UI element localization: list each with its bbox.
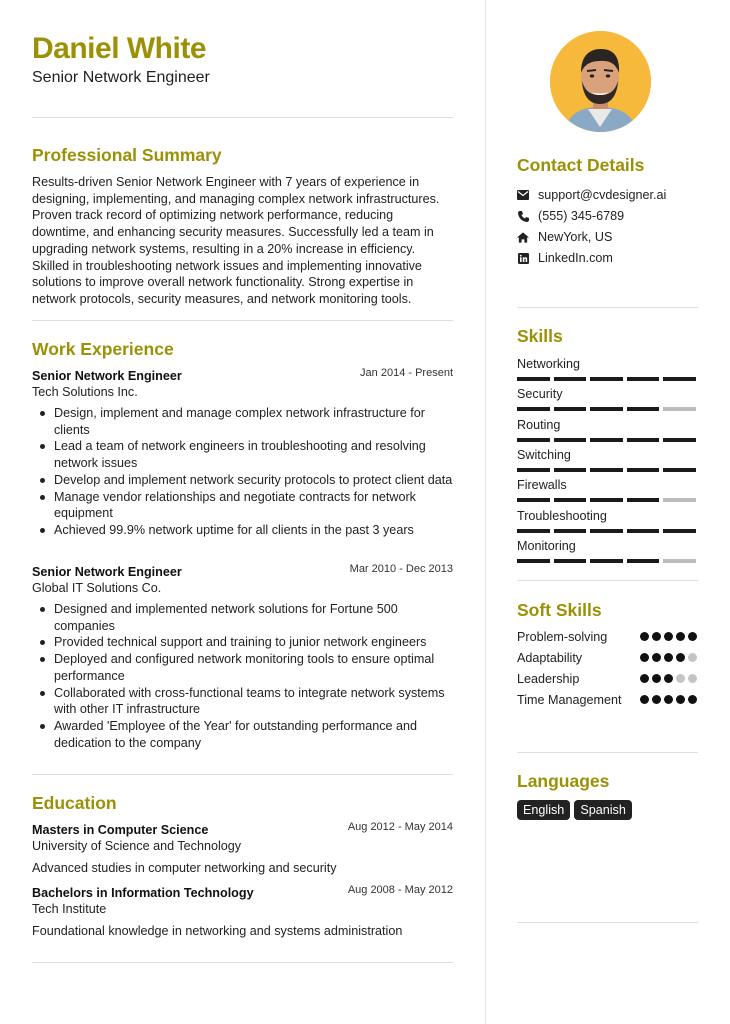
skill-name: Security (517, 387, 563, 402)
education-description: Foundational knowledge in networking and systems administration (32, 924, 403, 938)
skill-level-segment (627, 559, 660, 563)
rating-dot (652, 695, 661, 704)
skill-level-segment (663, 529, 696, 533)
skill-name: Networking (517, 357, 580, 371)
language-badge: Spanish (574, 800, 632, 820)
skill-level-segment (590, 529, 623, 533)
job-bullet: Develop and implement network security protocols to protect client data (32, 472, 453, 489)
soft-skill-rating (640, 674, 697, 683)
rating-dot (640, 653, 649, 662)
skill-item (517, 356, 698, 381)
soft-skill-name: Time Management (517, 693, 622, 707)
skill-level-bar (517, 377, 698, 381)
contact-heading: Contact Details (517, 155, 645, 175)
divider (32, 117, 453, 118)
skill-name: Troubleshooting (517, 508, 607, 523)
skill-level-segment (627, 468, 660, 472)
soft-skill-rating (640, 695, 697, 704)
rating-dot (640, 674, 649, 683)
skill-item (517, 538, 698, 563)
skill-level-segment (627, 498, 660, 502)
skill-level-segment (590, 468, 623, 472)
email-text: support@cvdesigner.ai (538, 188, 667, 202)
job-bullets (32, 601, 453, 751)
soft-skill-item (517, 650, 698, 667)
school: University of Science and Technology (32, 839, 242, 853)
soft-skill-name: Problem-solving (517, 630, 608, 644)
skill-level-segment (517, 498, 550, 502)
rating-dot (664, 674, 673, 683)
contact-location (517, 228, 612, 246)
rating-dot (688, 653, 697, 662)
skill-level-segment (554, 559, 587, 563)
candidate-title: Senior Network Engineer (32, 69, 210, 86)
skill-level-segment (517, 468, 550, 472)
phone-text: (555) 345-6789 (538, 209, 625, 223)
phone-icon (517, 210, 529, 222)
skill-level-segment (590, 498, 623, 502)
education-date: Aug 2012 - May 2014 (347, 821, 453, 833)
skill-level-segment (517, 407, 550, 411)
job-bullet: Provided technical support and training to junior network engineers (32, 634, 453, 651)
job-bullet: Designed and implemented network solutions for Fortune 500 companies (32, 601, 453, 634)
divider (517, 580, 698, 581)
skill-level-bar (517, 407, 698, 411)
skill-level-segment (517, 438, 550, 442)
skill-level-segment (554, 377, 587, 381)
soft-skill-name: Adaptability (517, 651, 583, 665)
education-heading: Education (32, 793, 117, 813)
skill-level-segment (663, 407, 696, 411)
skill-name: Firewalls (517, 478, 567, 493)
skill-item (517, 417, 698, 442)
skill-level-segment (663, 377, 696, 381)
rating-dot (664, 632, 673, 641)
degree: Bachelors in Information Technology (32, 886, 254, 900)
job-bullet: Deployed and configured network monitoring tools to ensure optimal performance (32, 651, 453, 684)
job-bullet: Lead a team of network engineers in troubleshooting and resolving network issues (32, 438, 453, 471)
languages-list (517, 800, 632, 820)
skill-level-segment (517, 529, 550, 533)
contact-email[interactable] (517, 186, 666, 204)
job-bullet: Collaborated with cross-functional teams to integrate network systems with other IT infrastructure (32, 685, 453, 718)
job-role: Senior Network Engineer (32, 369, 182, 383)
rating-dot (664, 653, 673, 662)
job-date: Mar 2010 - Dec 2013 (349, 563, 453, 575)
skill-level-bar (517, 498, 698, 502)
skill-level-segment (627, 529, 660, 533)
divider (32, 320, 453, 321)
education-entry (32, 821, 453, 876)
skill-name: Routing (517, 417, 561, 432)
job-bullets (32, 405, 453, 539)
skill-level-segment (517, 559, 550, 563)
skill-level-segment (554, 407, 587, 411)
rating-dot (652, 653, 661, 662)
skill-item (517, 386, 698, 411)
skill-level-segment (663, 468, 696, 472)
soft-skill-item (517, 671, 698, 688)
skill-item (517, 447, 698, 472)
column-divider (485, 0, 486, 1024)
skill-level-segment (517, 377, 550, 381)
rating-dot (676, 653, 685, 662)
job-bullet: Achieved 99.9% network uptime for all clients in the past 3 years (32, 522, 453, 539)
soft-skill-item (517, 692, 698, 709)
skills-heading: Skills (517, 326, 563, 346)
skill-level-segment (627, 438, 660, 442)
skill-level-segment (554, 498, 587, 502)
skill-item (517, 508, 698, 533)
skill-level-bar (517, 468, 698, 472)
divider (32, 774, 453, 775)
job-role: Senior Network Engineer (32, 565, 182, 579)
rating-dot (640, 695, 649, 704)
job-company: Tech Solutions Inc. (32, 385, 138, 399)
rating-dot (688, 695, 697, 704)
job-company: Global IT Solutions Co. (32, 581, 162, 595)
skill-item (517, 477, 698, 502)
experience-heading: Work Experience (32, 339, 174, 359)
job-bullet: Awarded 'Employee of the Year' for outstanding performance and dedication to the company (32, 718, 453, 751)
skill-level-segment (554, 529, 587, 533)
skill-name: Switching (517, 447, 571, 462)
education-entry (32, 884, 453, 939)
location-text: NewYork, US (538, 230, 613, 244)
rating-dot (664, 695, 673, 704)
skill-level-segment (590, 377, 623, 381)
linkedin-text: LinkedIn.com (538, 251, 613, 265)
soft-skills-heading: Soft Skills (517, 600, 602, 620)
skill-level-segment (590, 438, 623, 442)
skill-level-bar (517, 529, 698, 533)
candidate-name: Daniel White (32, 32, 207, 65)
profile-photo (550, 31, 651, 132)
rating-dot (676, 632, 685, 641)
soft-skill-rating (640, 632, 697, 641)
skill-level-segment (663, 438, 696, 442)
rating-dot (688, 632, 697, 641)
languages-heading: Languages (517, 771, 610, 791)
rating-dot (676, 695, 685, 704)
soft-skill-rating (640, 653, 697, 662)
divider (517, 752, 698, 753)
degree: Masters in Computer Science (32, 823, 209, 837)
summary-text: Results-driven Senior Network Engineer with 7 years of experience in designing, implementing, and managing complex network infrastructures. Proven track record of optimizing network performance, reducing downtime, and enhancing security measures. Successfully led a team in upgrading network systems, resulting in a 20% increase in efficiency. Skilled in troubleshooting network issues and implementing innovative solutions to improve overall network functionality. Strong expertise in network protocols, security measures, and network monitoring tools. (32, 175, 440, 306)
rating-dot (652, 632, 661, 641)
divider (517, 922, 698, 923)
skill-level-segment (627, 377, 660, 381)
contact-phone[interactable] (517, 207, 624, 225)
linkedin-icon (517, 252, 529, 264)
rating-dot (688, 674, 697, 683)
skill-level-segment (590, 407, 623, 411)
contact-linkedin[interactable] (517, 249, 613, 267)
soft-skill-name: Leadership (517, 672, 580, 686)
skill-level-segment (627, 407, 660, 411)
skill-level-segment (554, 468, 587, 472)
divider (32, 962, 453, 963)
job-date: Jan 2014 - Present (360, 367, 453, 379)
language-badge: English (517, 800, 570, 820)
job-bullet: Design, implement and manage complex network infrastructure for clients (32, 405, 453, 438)
school: Tech Institute (32, 902, 107, 916)
job-entry (32, 563, 453, 751)
divider (517, 307, 698, 308)
skill-level-segment (663, 498, 696, 502)
job-entry (32, 367, 453, 539)
avatar-illustration (550, 31, 651, 132)
soft-skill-item (517, 629, 698, 646)
skill-level-segment (590, 559, 623, 563)
envelope-icon (517, 189, 529, 201)
job-bullet: Manage vendor relationships and negotiate contracts for network equipment (32, 489, 453, 522)
skill-level-segment (554, 438, 587, 442)
home-icon (517, 231, 529, 243)
rating-dot (676, 674, 685, 683)
education-description: Advanced studies in computer networking and security (32, 861, 337, 875)
education-date: Aug 2008 - May 2012 (347, 884, 453, 896)
skill-level-bar (517, 438, 698, 442)
summary-heading: Professional Summary (32, 145, 222, 165)
rating-dot (652, 674, 661, 683)
skill-level-segment (663, 559, 696, 563)
skill-level-bar (517, 559, 698, 563)
rating-dot (640, 632, 649, 641)
skill-name: Monitoring (517, 538, 576, 553)
